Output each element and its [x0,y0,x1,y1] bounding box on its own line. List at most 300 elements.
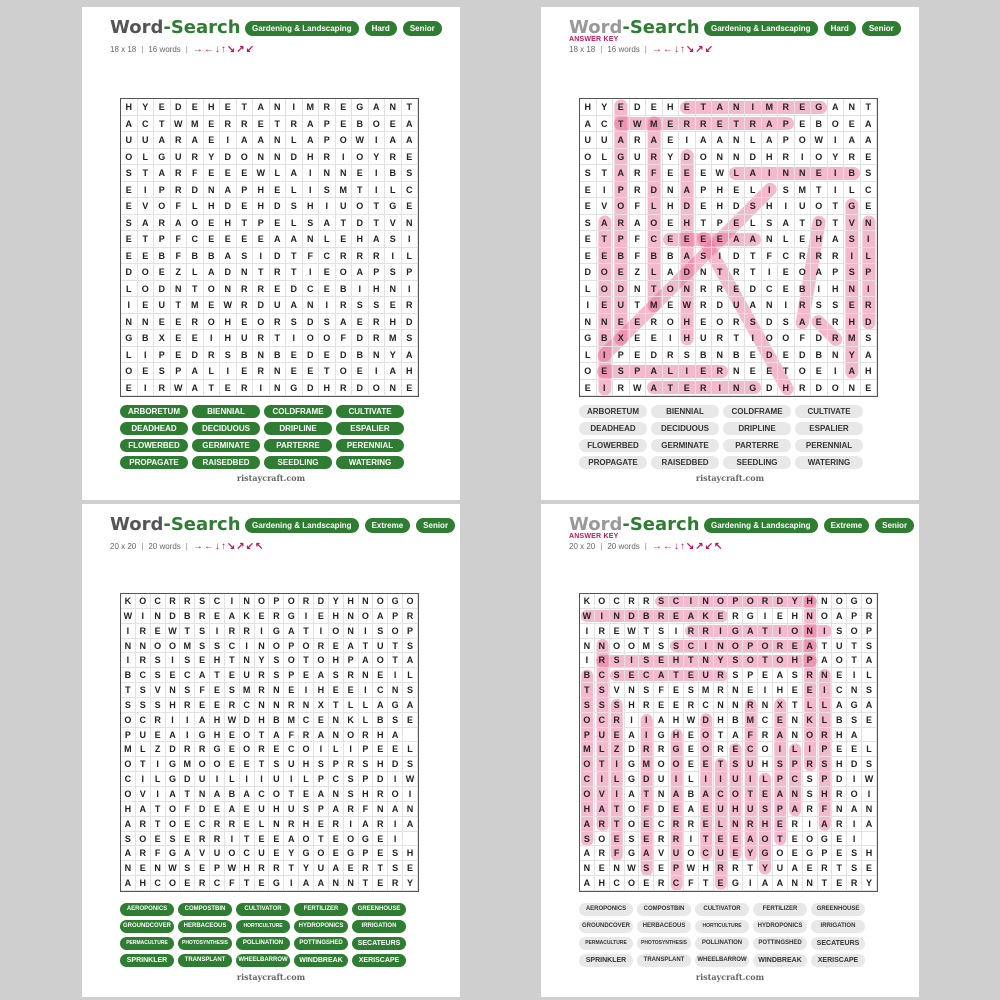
grid-cell: I [844,248,861,265]
grid-cell: S [136,698,151,713]
grid-cell: A [166,787,181,802]
grid-cell: A [811,264,828,281]
grid-cell: T [745,248,762,265]
grid-cell: A [580,116,597,133]
grid-cell: A [154,132,171,149]
grid-cell: P [818,772,833,787]
grid-cell: R [773,639,788,654]
grid-cell: A [121,876,136,891]
grid-cell: C [861,182,878,199]
grid-cell: E [154,264,171,281]
grid-cell: H [788,609,803,624]
grid-cell: E [580,182,597,199]
grid-cell: I [847,668,862,683]
grid-cell: A [286,165,303,182]
grid-cell: S [385,264,402,281]
grid-cell: H [818,787,833,802]
grid-cell: B [844,165,861,182]
grid-cell: P [314,802,329,817]
grid-cell: U [654,772,669,787]
grid-cell: L [403,742,418,757]
grid-cell: T [818,639,833,654]
grid-cell: E [319,264,336,281]
grid-cell: E [151,832,166,847]
grid-cell: E [237,231,254,248]
grid-cell: R [728,609,743,624]
grid-cell: F [336,330,353,347]
grid-cell: I [166,713,181,728]
grid-cell: O [828,116,845,133]
grid-cell: N [403,802,418,817]
tag-list [704,21,901,36]
grid-cell: A [403,698,418,713]
grid-cell: G [121,330,138,347]
grid-cell: L [121,281,138,298]
grid-cell: E [832,742,847,757]
grid-cell: H [121,802,136,817]
grid-cell: M [795,182,812,199]
grid-cell: R [284,698,299,713]
grid-cell: S [286,198,303,215]
audience-tag: Senior [403,21,442,36]
grid-cell: G [388,594,403,609]
grid-cell: D [180,772,195,787]
grid-cell: W [220,297,237,314]
grid-cell: S [402,330,419,347]
grid-cell: T [284,787,299,802]
difficulty-tag: Hard [824,21,856,36]
grid-cell: S [654,639,669,654]
grid-cell: S [788,668,803,683]
grid-cell: C [225,639,240,654]
grid-cell: S [762,215,779,232]
grid-cell: T [299,653,314,668]
grid-cell: B [811,347,828,364]
grid-cell: D [187,347,204,364]
grid-cell: E [373,742,388,757]
grid-cell: L [862,668,877,683]
grid-cell: R [270,264,287,281]
worksheet-hard-answer-key [541,7,919,500]
grid-cell: R [240,624,255,639]
grid-cell: T [171,297,188,314]
grid-cell: I [303,182,320,199]
grid-cell: I [284,772,299,787]
grid-cell: A [299,876,314,891]
grid-cell: D [795,347,812,364]
grid-cell: I [352,281,369,298]
grid-cell: M [240,683,255,698]
grid-cell: H [299,757,314,772]
grid-cell: K [121,594,136,609]
grid-cell: E [314,817,329,832]
footer-site: ristaycraft.com [236,972,306,982]
grid-cell: H [669,728,684,743]
grid-cell: I [699,639,714,654]
grid-cell: I [402,281,419,298]
grid-cell: E [613,264,630,281]
grid-cell: N [729,99,746,116]
grid-cell: L [402,248,419,265]
grid-cell: L [187,198,204,215]
grid-cell: U [195,772,210,787]
grid-cell: A [795,314,812,331]
grid-cell: N [402,215,419,232]
grid-cell: R [299,594,314,609]
grid-cell: S [344,772,359,787]
grid-cell: S [388,861,403,876]
grid-cell: V [195,846,210,861]
grid-cell: T [646,281,663,298]
grid-cell: T [610,802,625,817]
grid-cell: D [352,330,369,347]
grid-cell: I [818,683,833,698]
grid-cell: E [580,248,597,265]
grid-cell: R [595,846,610,861]
grid-cell: N [597,314,614,331]
word-chip: PROPAGATE [120,456,188,469]
grid-cell: N [151,609,166,624]
grid-cell: I [743,772,758,787]
word-chip: SPRINKLER [579,954,633,967]
grid-cell: R [639,742,654,757]
grid-cell: N [270,363,287,380]
grid-cell: H [210,728,225,743]
grid-cell: R [373,817,388,832]
puzzle-meta: 18 x 18 | 16 words | →←↓↑↘↗↙ [110,44,256,55]
grid-cell: H [758,817,773,832]
grid-cell: E [696,231,713,248]
direction-arrows-icon: →←↓↑↘↗↙↖ [651,541,724,552]
grid-cell: A [154,165,171,182]
grid-cell: T [225,653,240,668]
grid-cell: A [253,132,270,149]
grid-cell: F [359,802,374,817]
grid-cell: P [171,363,188,380]
grid-cell: T [714,728,729,743]
grid-cell: O [240,742,255,757]
grid-cell: P [743,668,758,683]
grid-cell: N [240,653,255,668]
grid-cell: I [580,624,595,639]
grid-cell: A [225,609,240,624]
grid-cell: E [204,132,221,149]
grid-cell: N [329,728,344,743]
grid-cell: A [639,846,654,861]
grid-cell: E [684,668,699,683]
grid-cell: L [610,772,625,787]
grid-cell: R [171,182,188,199]
grid-cell: H [679,215,696,232]
grid-cell: I [712,248,729,265]
grid-cell: U [613,297,630,314]
grid-cell: T [745,264,762,281]
grid-cell: H [595,876,610,891]
grid-cell: I [369,182,386,199]
grid-cell: I [625,653,640,668]
grid-cell: I [385,248,402,265]
grid-cell: Z [151,742,166,757]
grid-cell: L [225,772,240,787]
grid-cell: E [862,861,877,876]
grid-cell: S [818,757,833,772]
grid-cell: T [329,698,344,713]
grid-cell: D [166,742,181,757]
grid-cell: U [136,728,151,743]
grid-cell: D [832,772,847,787]
grid-cell: T [729,116,746,133]
grid-cell: R [630,182,647,199]
grid-cell: A [630,215,647,232]
grid-cell: E [745,347,762,364]
grid-cell: B [180,609,195,624]
grid-cell: T [151,817,166,832]
grid-cell: E [385,116,402,133]
grid-cell: S [195,624,210,639]
grid-cell: D [712,297,729,314]
grid-cell: T [758,624,773,639]
grid-cell: F [795,330,812,347]
grid-cell: L [818,713,833,728]
grid-cell: E [699,757,714,772]
grid-cell: D [646,347,663,364]
grid-cell: E [625,668,640,683]
grid-cell: G [344,846,359,861]
grid-cell: I [121,624,136,639]
grid-cell: E [663,165,680,182]
grid-cell: P [773,772,788,787]
grid-cell: I [610,787,625,802]
grid-cell: D [625,609,640,624]
grid-cell: D [171,99,188,116]
grid-cell: T [369,198,386,215]
grid-cell: E [646,99,663,116]
grid-cell: N [630,281,647,298]
audience-tag: Senior [862,21,901,36]
grid-cell: T [663,380,680,397]
grid-cell: N [204,182,221,199]
grid-cell: E [402,198,419,215]
grid-cell: R [728,861,743,876]
grid-cell: A [187,132,204,149]
grid-cell: W [684,713,699,728]
grid-cell: M [284,713,299,728]
grid-cell: F [187,165,204,182]
grid-cell: I [359,683,374,698]
grid-cell: E [811,165,828,182]
grid-cell: M [187,297,204,314]
grid-cell: I [299,609,314,624]
grid-cell: E [729,215,746,232]
grid-cell: O [580,149,597,166]
grid-cell: T [352,182,369,199]
grid-cell: H [811,231,828,248]
grid-cell: U [284,802,299,817]
grid-cell: V [597,198,614,215]
grid-cell: E [788,832,803,847]
grid-cell: R [630,165,647,182]
grid-cell: A [712,132,729,149]
grid-cell: W [679,297,696,314]
grid-cell: U [210,846,225,861]
grid-cell: I [803,742,818,757]
grid-cell: I [314,624,329,639]
grid-cell: E [729,281,746,298]
grid-cell: E [225,742,240,757]
grid-cell: A [314,787,329,802]
grid-cell: T [699,876,714,891]
grid-cell: C [788,772,803,787]
grid-cell: T [286,248,303,265]
grid-cell: E [303,363,320,380]
grid-cell: F [610,846,625,861]
grid-cell: E [240,757,255,772]
grid-cell: E [669,802,684,817]
grid-cell: S [210,639,225,654]
grid-cell: I [286,99,303,116]
grid-cell: S [595,683,610,698]
grid-cell: P [344,653,359,668]
grid-cell: I [369,363,386,380]
grid-cell: I [758,683,773,698]
grid-cell: L [663,363,680,380]
grid-cell: L [862,742,877,757]
grid-cell: A [314,876,329,891]
grid-cell: P [712,215,729,232]
grid-cell: N [818,668,833,683]
grid-cell: A [329,861,344,876]
grid-cell: I [758,609,773,624]
grid-cell: P [319,132,336,149]
grid-cell: P [803,653,818,668]
grid-cell: E [669,609,684,624]
grid-cell: T [359,639,374,654]
grid-cell: A [580,817,595,832]
word-chip: PHOTOSYNTHESIS [637,937,691,950]
grid-cell: S [329,668,344,683]
grid-cell: I [778,297,795,314]
grid-cell: A [696,132,713,149]
word-chip: POLLINATION [695,937,749,950]
grid-cell: O [284,653,299,668]
grid-cell: I [639,728,654,743]
grid-cell: W [171,116,188,133]
grid-cell: U [284,757,299,772]
grid-cell: E [728,832,743,847]
grid-cell: T [240,876,255,891]
grid-cell: S [121,832,136,847]
grid-cell: O [344,832,359,847]
word-bank [579,903,865,967]
grid-cell: P [369,264,386,281]
grid-cell: O [743,653,758,668]
grid-cell: E [187,99,204,116]
grid-cell: O [699,728,714,743]
grid-cell: V [136,787,151,802]
grid-cell: S [269,653,284,668]
grid-cell: T [773,832,788,847]
grid-cell: U [743,802,758,817]
word-count: 16 words [148,45,181,54]
grid-cell: T [210,668,225,683]
grid-cell: N [803,609,818,624]
grid-cell: I [180,728,195,743]
grid-cell: R [663,347,680,364]
grid-cell: E [773,609,788,624]
grid-cell: E [121,248,138,265]
grid-cell: I [388,817,403,832]
grid-cell: S [303,215,320,232]
grid-cell: L [270,165,287,182]
grid-cell: E [284,683,299,698]
grid-cell: V [138,198,155,215]
grid-cell: E [696,363,713,380]
word-chip: XERISCAPE [811,954,865,967]
grid-cell: R [699,624,714,639]
grid-cell [403,728,418,743]
grid-cell: S [352,297,369,314]
puzzle-meta: 20 x 20 | 20 words | →←↓↑↘↗↙↖ [110,541,265,552]
grid-cell: A [844,363,861,380]
grid-cell: C [136,668,151,683]
grid-cell: R [696,380,713,397]
grid-cell: R [714,861,729,876]
grid-cell: N [121,861,136,876]
grid-cell: S [151,698,166,713]
grid-cell: R [253,281,270,298]
grid-cell: I [625,713,640,728]
grid-cell: N [237,264,254,281]
grid-size: 20 x 20 [110,542,137,551]
grid-cell: R [255,861,270,876]
grid-cell: I [803,817,818,832]
grid-cell: N [844,99,861,116]
grid-cell: B [352,347,369,364]
grid-cell: E [121,198,138,215]
grid-cell: T [388,653,403,668]
grid-cell: R [359,728,374,743]
grid-cell: N [151,861,166,876]
grid-cell: I [166,653,181,668]
grid-cell: A [385,363,402,380]
grid-cell: N [818,594,833,609]
word-chip: HYDROPONICS [753,920,807,933]
grid-cell: D [187,182,204,199]
grid-cell: H [712,198,729,215]
grid-cell: S [269,668,284,683]
grid-cell: E [402,149,419,166]
grid-cell: A [319,215,336,232]
grid-cell: R [828,314,845,331]
grid-cell: O [778,330,795,347]
letter-grid [579,98,878,397]
grid-cell: L [818,698,833,713]
grid-cell: G [745,380,762,397]
word-chip: PERMACULTURE [579,937,633,950]
grid-cell: E [832,846,847,861]
grid-cell: W [580,609,595,624]
grid-cell: N [795,165,812,182]
grid-cell: L [788,742,803,757]
grid-cell: W [253,165,270,182]
audience-tag: Senior [416,518,455,533]
grid-cell: E [630,347,647,364]
grid-cell: F [630,248,647,265]
grid-cell: G [818,832,833,847]
grid-cell: O [151,639,166,654]
grid-cell: S [728,757,743,772]
grid-cell: O [625,802,640,817]
